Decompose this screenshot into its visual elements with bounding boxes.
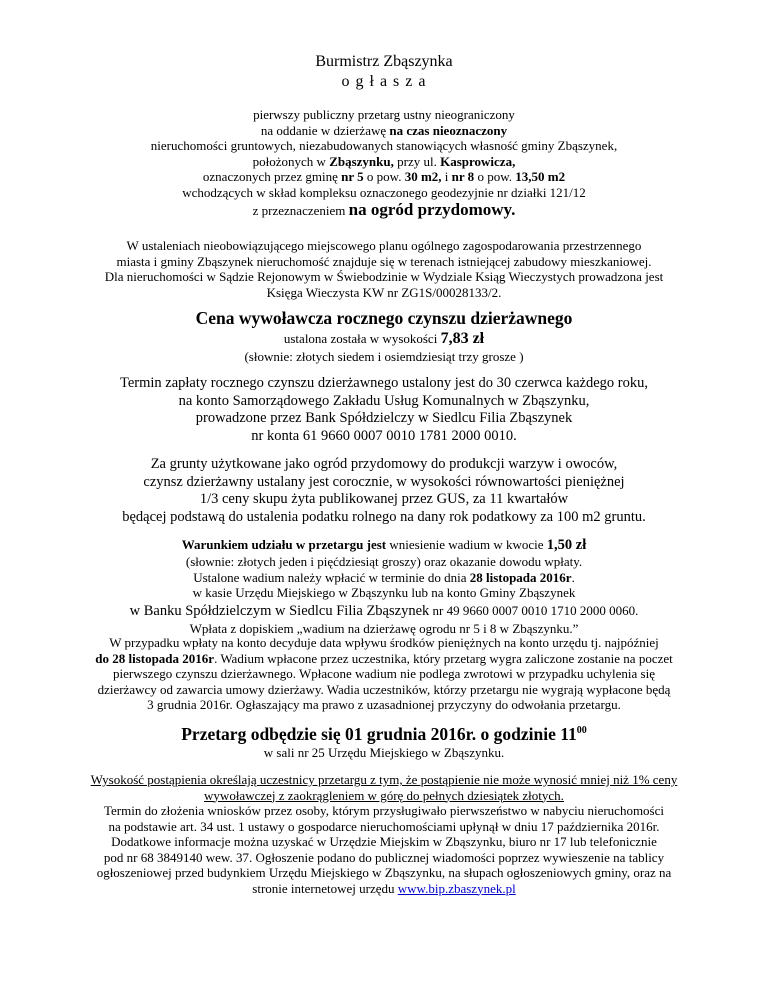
rules-line: do 28 listopada 2016r. Wadium wpłacone przez uczestnika, który przetarg wygra zaliczone zostanie na poczet xyxy=(95,650,673,666)
rent-line: czynsz dzierżawny ustalany jest corocznie, w wysokości równowartości pieniężnej xyxy=(143,473,625,490)
footer-line: stronie internetowej urzędu www.bip.zbaszynek.pl xyxy=(252,880,516,896)
auction-place: w sali nr 25 Urzędu Miejskiego w Zbąszynku. xyxy=(263,745,505,760)
intro-line: na oddanie w dzierżawę na czas nieoznaczony xyxy=(260,122,508,138)
rules-section xyxy=(0,635,768,713)
website-link[interactable]: www.bip.zbaszynek.pl xyxy=(397,880,516,896)
deposit-line: w kasie Urzędu Miejskiego w Zbąszynku lub na konto Gminy Zbąszynek xyxy=(192,585,576,600)
plan-section xyxy=(0,238,768,300)
intro-line: pierwszy publiczny przetarg ustny nieograniczony xyxy=(253,107,515,122)
payment-line: prowadzone przez Bank Spółdzielczy w Siedlcu Filia Zbąszynek xyxy=(195,410,573,426)
price-amount: 7,83 zł xyxy=(440,330,485,347)
price-section xyxy=(0,307,768,365)
auction-section xyxy=(0,723,768,761)
auction-heading: Przetarg odbędzie się 01 grudnia 2016r. o godzinie $11^{00}$ xyxy=(181,724,587,744)
payment-line: Termin zapłaty rocznego czynszu dzierżawnego ustalony jest do 30 czerwca każdego roku, xyxy=(119,375,648,391)
header xyxy=(0,52,768,92)
payment-line: na konto Samorządowego Zakładu Usług Komunalnych w Zbąszynku, xyxy=(178,392,590,409)
intro-line: wchodzących w skład kompleksu oznaczonego geodezyjnie nr działki 121/12 xyxy=(182,184,586,200)
document-subtitle: o g ł a s z a xyxy=(341,73,427,90)
intro-section xyxy=(0,107,768,221)
intro-line: położonych w Zbąszynku, przy ul. Kasprowicza, xyxy=(252,153,516,169)
rules-line: W przypadku wpłaty na konto decyduje data wpływu środków pieniężnych na konto urzędu tj. najpóźniej xyxy=(109,635,659,650)
rent-line: 1/3 ceny skupu żyta publikowanej przez GUS, za 11 kwartałów xyxy=(199,491,569,507)
plan-line: miasta i gminy Zbąszynek nieruchomość znajduje się w terenach istniejącej zabudowy mieszkaniowej. xyxy=(116,253,652,269)
deposit-section xyxy=(0,536,768,636)
intro-purpose: z przeznaczeniem na ogród przydomowy. xyxy=(252,200,516,219)
payment-section xyxy=(0,375,768,445)
footer-line: Wysokość postąpienia określają uczestnicy przetargu z tym, że postąpienie nie może wynosić mniej niż 1% ceny xyxy=(90,772,678,787)
plan-line: Dla nieruchomości w Sądzie Rejonowym w Świebodzinie w Wydziale Ksiąg Wieczystych prowadzona jest xyxy=(104,269,664,284)
footer-line: Dodatkowe informacje można uzyskać w Urzędzie Miejskim w Zbąszynku, biuro nr 17 lub telefonicznie xyxy=(111,834,657,849)
rules-line: 3 grudnia 2016r. Ogłaszający ma prawo z uzasadnionej przyczyny do odwołania przetargu. xyxy=(147,697,621,712)
rent-line: będącej podstawą do ustalenia podatku rolnego na dany rok podatkowy za 100 m2 gruntu. xyxy=(122,508,646,525)
footer-line: wywoławczej z zaokrągleniem w górę do pełnych dziesiątek złotych. xyxy=(204,787,564,803)
rules-line: pierwszego czynszu dzierżawnego. Wpłacone wadium nie podlega zwrotowi w przypadku uchylenia się xyxy=(113,666,655,681)
rent-section xyxy=(0,456,768,526)
deposit-line: Warunkiem udziału w przetargu jest wniesienie wadium w kwocie 1,50 zł xyxy=(181,537,587,553)
price-amount-line: ustalona została w wysokości 7,83 zł xyxy=(283,330,485,347)
rules-line: dzierżawcy od zawarcia umowy dzierżawy. Wadia uczestników, którzy przetargu nie wygrają wypłacone będą xyxy=(97,681,671,697)
footer-line: ogłoszeniowej przed budynkiem Urzędu Miejskiego w Zbąszynku, na słupach ogłoszeniowych gminy, oraz na xyxy=(96,865,672,880)
footer-line: na podstawie art. 34 ust. 1 ustawy o gospodarce nieruchomościami upłynął w dniu 17 października 2016r. xyxy=(108,818,660,834)
intro-line: nieruchomości gruntowych, niezabudowanych stanowiących własność gminy Zbąszynek, xyxy=(150,138,618,153)
deposit-line: Wpłata z dopiskiem „wadium na dzierżawę ogrodu nr 5 i 8 w Zbąszynku.” xyxy=(189,620,579,636)
price-heading: Cena wywoławcza rocznego czynszu dzierżawnego xyxy=(195,308,573,328)
document-title: Burmistrz Zbąszynka xyxy=(315,53,453,70)
footer-section xyxy=(0,772,768,896)
deposit-bank-line: w Banku Spółdzielczym w Siedlcu Filia Zbąszynek nr 49 9660 0007 0010 1710 2000 0060. xyxy=(129,602,639,619)
plan-line: W ustaleniach nieobowiązującego miejscowego planu ogólnego zagospodarowania przestrzennego xyxy=(126,238,642,253)
plan-line: Księga Wieczysta KW nr ZG1S/00028133/2. xyxy=(266,284,502,300)
footer-line: pod nr 68 3849140 wew. 37. Ogłoszenie podano do publicznej wiadomości poprzez wywieszenie na tablicy xyxy=(103,849,665,865)
intro-line: oznaczonych przez gminę nr 5 o pow. 30 m2, i nr 8 o pow. 13,50 m2 xyxy=(202,169,566,184)
price-words: (słownie: złotych siedem i osiemdziesiąt trzy grosze ) xyxy=(244,349,524,364)
footer-line: Termin do złożenia wniosków przez osoby, którym przysługiwało pierwszeństwo w nabyciu nieruchomości xyxy=(104,803,664,818)
payment-line: nr konta 61 9660 0007 0010 1781 2000 0010. xyxy=(251,427,517,444)
deposit-line: (słownie: złotych jeden i pięćdziesiąt groszy) oraz okazanie dowodu wpłaty. xyxy=(185,554,583,569)
deposit-line: Ustalone wadium należy wpłacić w terminie do dnia 28 listopada 2016r. xyxy=(193,569,575,585)
rent-line: Za grunty użytkowane jako ogród przydomowy do produkcji warzyw i owoców, xyxy=(150,456,618,472)
